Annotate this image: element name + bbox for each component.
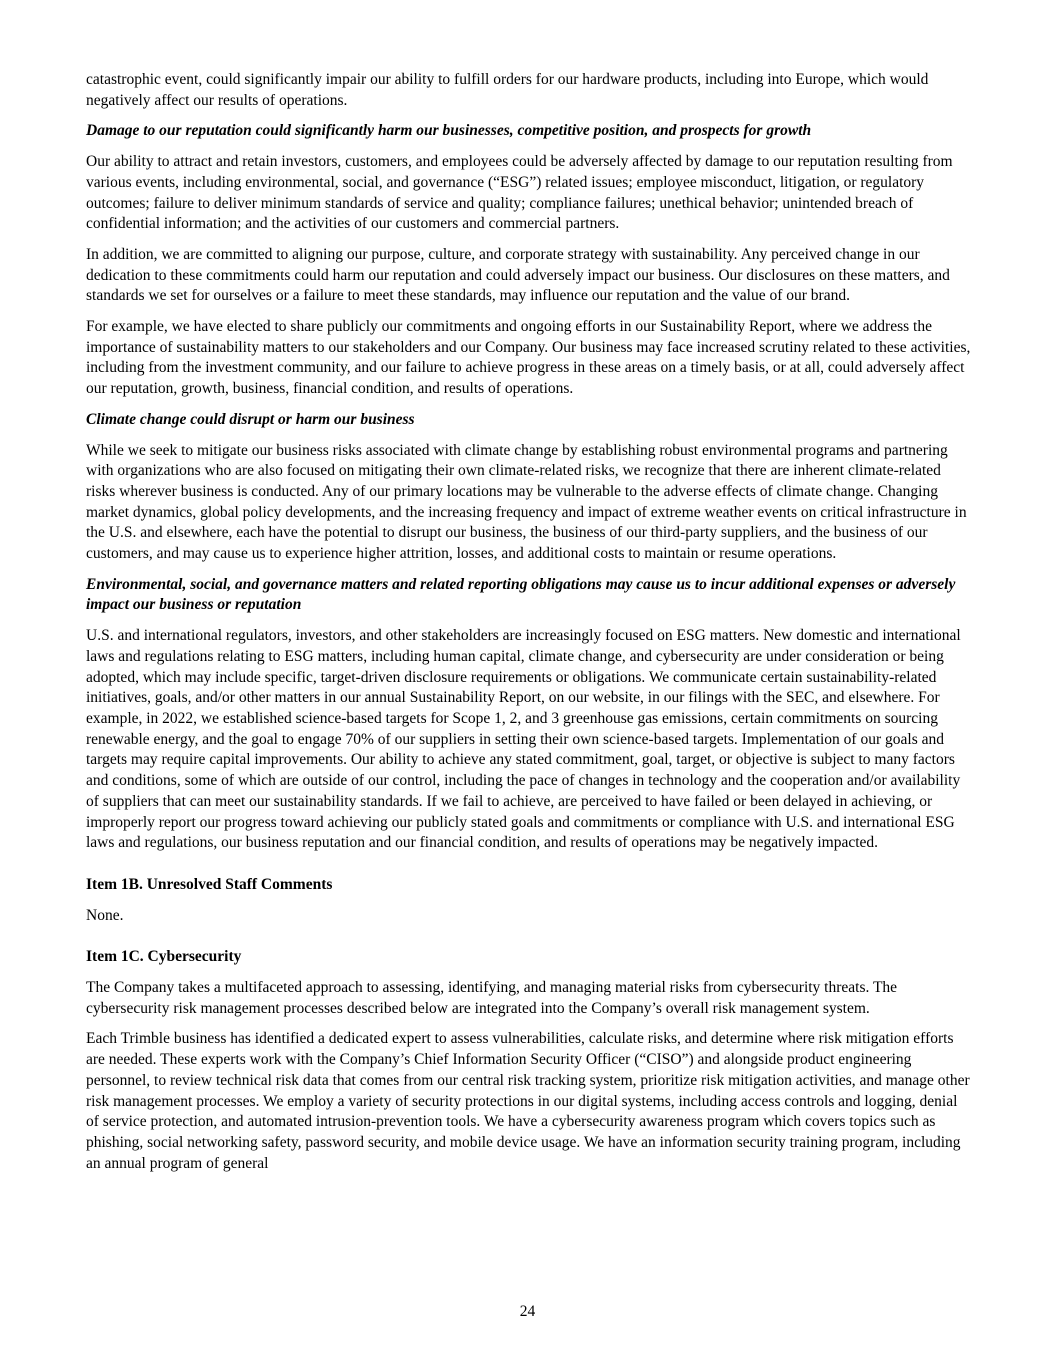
paragraph-reputation-2: In addition, we are committed to aligning our purpose, culture, and corporate strategy with sustainability. Any perceived change in our dedication to these commitments could harm our reputation and could adversely impact our business. Our disclosures on these matters, and standards we set for ourselves or a failure to meet these standards, may influence our reputation and the value of our brand. <box>86 245 950 305</box>
document-body <box>86 70 971 1184</box>
risk-heading-reputation: Damage to our reputation could significantly harm our businesses, competitive position, and prospects for growth <box>86 122 812 140</box>
paragraph-reputation-3: For example, we have elected to share publicly our commitments and ongoing efforts in our Sustainability Report, where we address the importance of sustainability matters to our stakeholders and our Company. Our business may face increased scrutiny related to these activities, including from the investment community, and our failure to achieve progress in these areas on a timely basis, or at all, could adversely affect our reputation, growth, business, financial condition, and results of operations. <box>86 318 971 398</box>
risk-heading-esg: Environmental, social, and governance matters and related reporting obligations may cause us to incur additional expenses or adversely impact our business or reputation <box>86 575 956 614</box>
paragraph-cyber-1: The Company takes a multifaceted approach to assessing, identifying, and managing material risks from cybersecurity threats. The cybersecurity risk management processes described below are integrated into the Company’s overall risk management system. <box>86 979 898 1017</box>
paragraph-climate: While we seek to mitigate our business risks associated with climate change by establishing robust environmental programs and partnering with organizations who are also focused on mitigating their own climate-related risks, we recognize that there are inherent climate-related risks wherever business is conducted. Any of our primary locations may be vulnerable to the adverse effects of climate change. Changing market dynamics, global policy developments, and the increasing frequency and impact of extreme weather events on critical infrastructure in the U.S. and elsewhere, each have the potential to disrupt our business, the business of our third-party suppliers, and the business of our customers, and may cause us to experience higher attrition, losses, and additional costs to maintain or resume operations. <box>86 441 967 563</box>
item-1c-heading: Item 1C. Cybersecurity <box>86 948 242 966</box>
paragraph-cyber-2: Each Trimble business has identified a dedicated expert to assess vulnerabilities, calculate risks, and determine where risk mitigation efforts are needed. These experts work with the Company’s Chief Information Security Officer (“CISO”) and alongside product engineering personnel, to review technical risk data that comes from our central risk tracking system, prioritize risk mitigation activities, and manage other risk management processes. We employ a variety of security protections in our digital systems, including access controls and logging, denial of service protection, and automated intrusion-prevention tools. We have a cybersecurity awareness program which covers topics such as phishing, social networking safety, password security, and mobile device usage. We have an information security training program, including an annual program of general <box>86 1030 970 1172</box>
paragraph-none: None. <box>86 906 124 924</box>
item-1b-heading: Item 1B. Unresolved Staff Comments <box>86 875 333 893</box>
paragraph-reputation-1: Our ability to attract and retain investors, customers, and employees could be adversely affected by damage to our reputation resulting from various events, including environmental, social, and governance (“ESG”) related issues; employee misconduct, litigation, or regulatory outcomes; failure to deliver minimum standards of service and quality; compliance failures; unethical behavior; unintended breach of confidential information; and the activities of our customers and commercial partners. <box>86 153 953 233</box>
paragraph-continued: catastrophic event, could significantly impair our ability to fulfill orders for our hardware products, including into Europe, which would negatively affect our results of operations. <box>86 71 929 109</box>
paragraph-esg: U.S. and international regulators, investors, and other stakeholders are increasingly focused on ESG matters. New domestic and international laws and regulations relating to ESG matters, including human capital, climate change, and cybersecurity are under consideration or being adopted, which may include specific, target-driven disclosure requirements or obligations. We communicate certain sustainability-related initiatives, goals, and/or other matters in our annual Sustainability Report, on our website, in our filings with the SEC, and elsewhere. For example, in 2022, we established science-based targets for Scope 1, 2, and 3 greenhouse gas emissions, certain commitments on sourcing renewable energy, and the goal to engage 70% of our suppliers in setting their own science-based targets. Implementation of our goals and targets may require capital improvements. Our ability to achieve any stated commitment, goal, target, or objective is subject to many factors and conditions, some of which are outside of our control, including the pace of changes in technology and the cooperation and/or availability of suppliers that can meet our sustainability standards. If we fail to achieve, are perceived to have failed or been delayed in achieving, or improperly report our progress toward achieving our publicly stated goals and commitments or compliance with U.S. and international ESG laws and regulations, our business reputation and our financial condition, and results of operations may be negatively impacted. <box>86 627 961 852</box>
risk-heading-climate: Climate change could disrupt or harm our business <box>86 410 415 428</box>
page-number: 24 <box>519 1303 536 1320</box>
